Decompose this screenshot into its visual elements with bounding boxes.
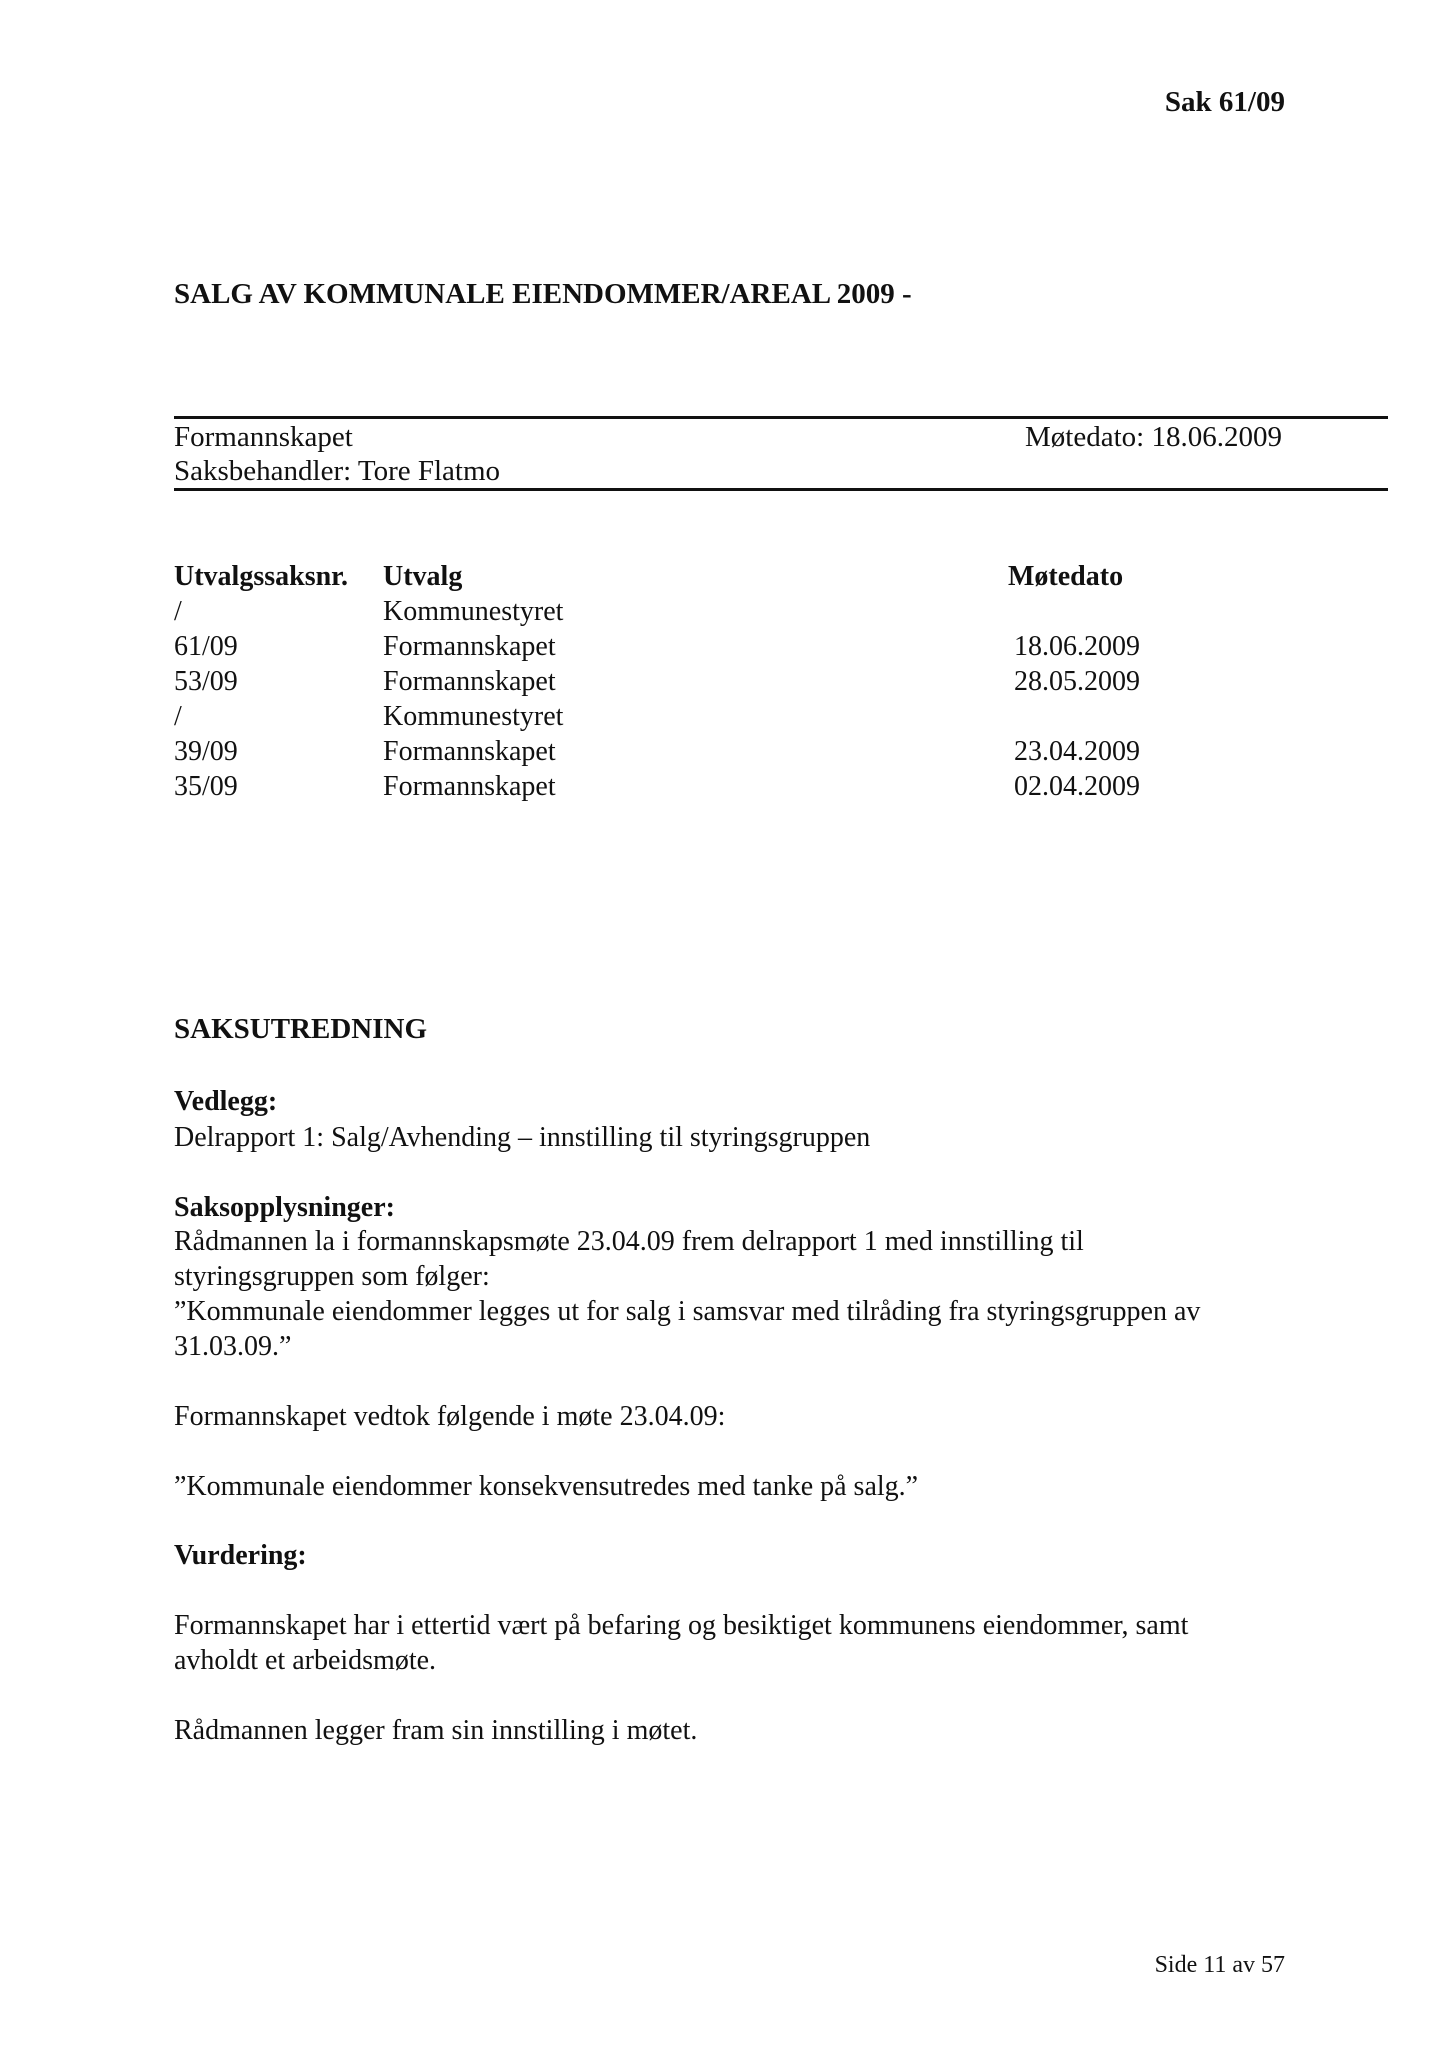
cell-case-no: / (174, 596, 182, 627)
cell-committee: Kommunestyret (383, 701, 564, 732)
table-row (174, 595, 1174, 630)
closing-statement: Rådmannen legger fram sin innstilling i møtet. (174, 1715, 698, 1746)
header-case-no: Utvalgssaksnr. (174, 561, 349, 592)
cell-case-no: 61/09 (174, 631, 238, 662)
cell-case-no: 39/09 (174, 736, 238, 767)
facts-line: Rådmannen la i formannskapsmøte 23.04.09 frem delrapport 1 med innstilling til (174, 1226, 1084, 1257)
divider-bottom (174, 488, 1388, 491)
document-title: SALG AV KOMMUNALE EIENDOMMER/AREAL 2009 - (174, 278, 912, 310)
table-row (174, 770, 1174, 805)
table-row (174, 630, 1174, 665)
case-handler: Saksbehandler: Tore Flatmo (174, 455, 501, 487)
assessment-line: Formannskapet har i ettertid vært på befaring og besiktiget kommunens eiendommer, samt (174, 1610, 1189, 1641)
attachment-item: Delrapport 1: Salg/Avhending – innstilling til styringsgruppen (174, 1122, 871, 1153)
assessment-heading: Vurdering: (174, 1540, 307, 1571)
assessment-line: avholdt et arbeidsmøte. (174, 1645, 437, 1676)
cell-committee: Formannskapet (383, 631, 556, 662)
header-meeting-date: Møtedato (1008, 561, 1124, 592)
facts-line: 31.03.09.” (174, 1331, 292, 1362)
attachments-heading: Vedlegg: (174, 1086, 278, 1117)
facts-line: styringsgruppen som følger: (174, 1261, 490, 1292)
table-row (174, 665, 1174, 700)
facts-line: ”Kommunale eiendommer legges ut for salg i samsvar med tilråding fra styringsgruppen av (174, 1296, 1201, 1327)
cell-committee: Kommunestyret (383, 596, 564, 627)
page-number: Side 11 av 57 (1154, 1952, 1285, 1978)
cell-case-no: 35/09 (174, 771, 238, 802)
committee-name: Formannskapet (174, 421, 353, 453)
case-number: Sak 61/09 (1164, 86, 1285, 118)
decision-intro: Formannskapet vedtok følgende i møte 23.04.09: (174, 1401, 726, 1432)
header-committee: Utvalg (383, 561, 463, 592)
section-heading: SAKSUTREDNING (174, 1013, 427, 1045)
cell-committee: Formannskapet (383, 771, 556, 802)
cell-case-no: 53/09 (174, 666, 238, 697)
decision-quote: ”Kommunale eiendommer konsekvensutredes med tanke på salg.” (174, 1471, 919, 1502)
cell-meeting-date: 18.06.2009 (1014, 631, 1140, 662)
divider-top (174, 416, 1388, 419)
table-header-row (174, 560, 1174, 595)
cell-committee: Formannskapet (383, 666, 556, 697)
facts-heading: Saksopplysninger: (174, 1192, 395, 1223)
cell-meeting-date: 23.04.2009 (1014, 736, 1140, 767)
cell-meeting-date: 28.05.2009 (1014, 666, 1140, 697)
meeting-date: Møtedato: 18.06.2009 (1025, 421, 1282, 453)
table-row (174, 735, 1174, 770)
table-row (174, 700, 1174, 735)
cell-committee: Formannskapet (383, 736, 556, 767)
cell-meeting-date: 02.04.2009 (1014, 771, 1140, 802)
cell-case-no: / (174, 701, 182, 732)
